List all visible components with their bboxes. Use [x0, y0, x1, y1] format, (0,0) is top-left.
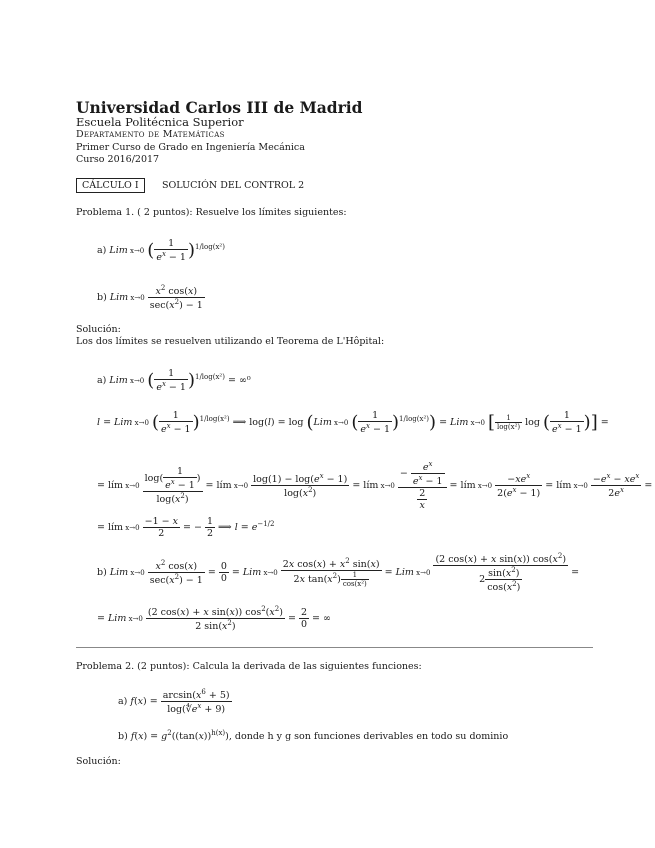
problem2-item-b: b) $f(x) = g^2((\tan(x))^{h(x)})$, donde h y g son funciones derivables en todo su dominio — [118, 729, 509, 743]
problem1-solution-label: Solución: — [76, 324, 121, 335]
section-divider — [76, 647, 593, 648]
university-name: Universidad Carlos III de Madrid — [76, 98, 363, 117]
result-b: = ∞ — [312, 613, 331, 625]
course-line: Primer Curso de Grado en Ingeniería Mecánica — [76, 142, 305, 153]
solution-b-line1: b) Lim x→0 $\frac{x^2 \cos(x)}{\sec(x^2) - 1}$ = $\frac{0}{0}$ = Lim x→0 2x $\cos(x) + x^2$ sin(x) 2x $\tan(x^2)$ $\frac{1}{\text{cos(x²)}}$ = Lim x→0 (2 cos(x) + x sin(x)) $\cos(x^2)$ 2 $\frac{\sin(x^2)}{\cos(x^2)}$ = — [97, 552, 580, 594]
item-a-label: a) — [97, 245, 107, 257]
problem1-solution-intro: Los dos límites se resuelven utilizando el Teorema de L'Hôpital: — [76, 336, 385, 347]
p2-item-b-label: b) — [118, 731, 128, 743]
problem1-statement: Problema 1. ( 2 puntos): Resuelve los límites siguientes: — [76, 207, 347, 218]
solution-a-line3: = lím x→0 log( $\frac{1}{e^x - 1}$ ) $\log(x^2)$ = lím x→0 $\frac{\log(1) - \log(e^x - 1)}{\log(x^2)}$ = lím x→0 − $\frac{e^x}{e^x - 1}$ $\frac{2}{x}$ = lím x→0 $\frac{-xe^x}{2(e^x - 1)}$ = lím x→0 $\frac{-e^x - xe^x}{2e^x}$ = — [97, 460, 653, 512]
solution-a-line2: l = Lim x→0 ( $\frac{1}{e^x - 1}$ )$^{1/log(x^2)}$ ⟹ log(l) = log (Lim x→0 ( $\frac{1}{e^x - 1}$ )$^{1/log(x^2)}$) = Lim x→0 [ $\frac{1}{\text{log(x²)}}$ log ( $\frac{1}{e^x - 1}$ )] = — [97, 410, 609, 436]
year-line: Curso 2016/2017 — [76, 154, 160, 165]
department-name: Departamento de Matemáticas — [76, 129, 225, 140]
solution-b-line2: = Lim x→0 $\frac{(2 \cos(x) + x \sin(x)) \cos^2(x^2)}{2 \sin(x^2)}$ = $\frac{2}{0}$ = ∞ — [97, 605, 331, 633]
problem2-statement: Problema 2. (2 puntos): Calcula la derivada de las siguientes funciones: — [76, 661, 422, 672]
solution-a-line4: = lím x→0 $\frac{-1 - x}{2}$ = − $\frac{1}{2}$ ⟹ $l = e^{-1/2}$ — [97, 516, 275, 539]
document-title: SOLUCIÓN DEL CONTROL 2 — [162, 180, 305, 191]
school-name: Escuela Politécnica Superior — [76, 115, 244, 129]
problem2-solution-label: Solución: — [76, 756, 121, 767]
result-a: = ∞⁰ — [227, 375, 251, 387]
problem1-item-b: b) Lim x→0 $\frac{x^2 \cos(x)}{\sec(x^2) - 1}$ — [97, 284, 203, 312]
item-b-label: b) — [97, 292, 107, 304]
solution-a-line1: a) Lim x→0 ( $\frac{1}{e^x - 1}$ )$^{1/log(x^2)}$ = ∞⁰ — [97, 368, 251, 394]
subject-box: CÁLCULO I — [76, 178, 145, 193]
problem2-item-a: a) f(x) = $\frac{\arcsin(x^6 + 5)}{\log(∜e^x + 9)}$ — [118, 688, 230, 716]
problem1-item-a: a) Lim x→0 ( $\frac{1}{e^x - 1}$ )$^{1/log(x^2)}$ — [97, 238, 225, 264]
p2-item-b-text: , donde h y g son funciones derivables en todo su dominio — [228, 731, 509, 743]
p2-item-a-label: a) — [118, 696, 128, 708]
